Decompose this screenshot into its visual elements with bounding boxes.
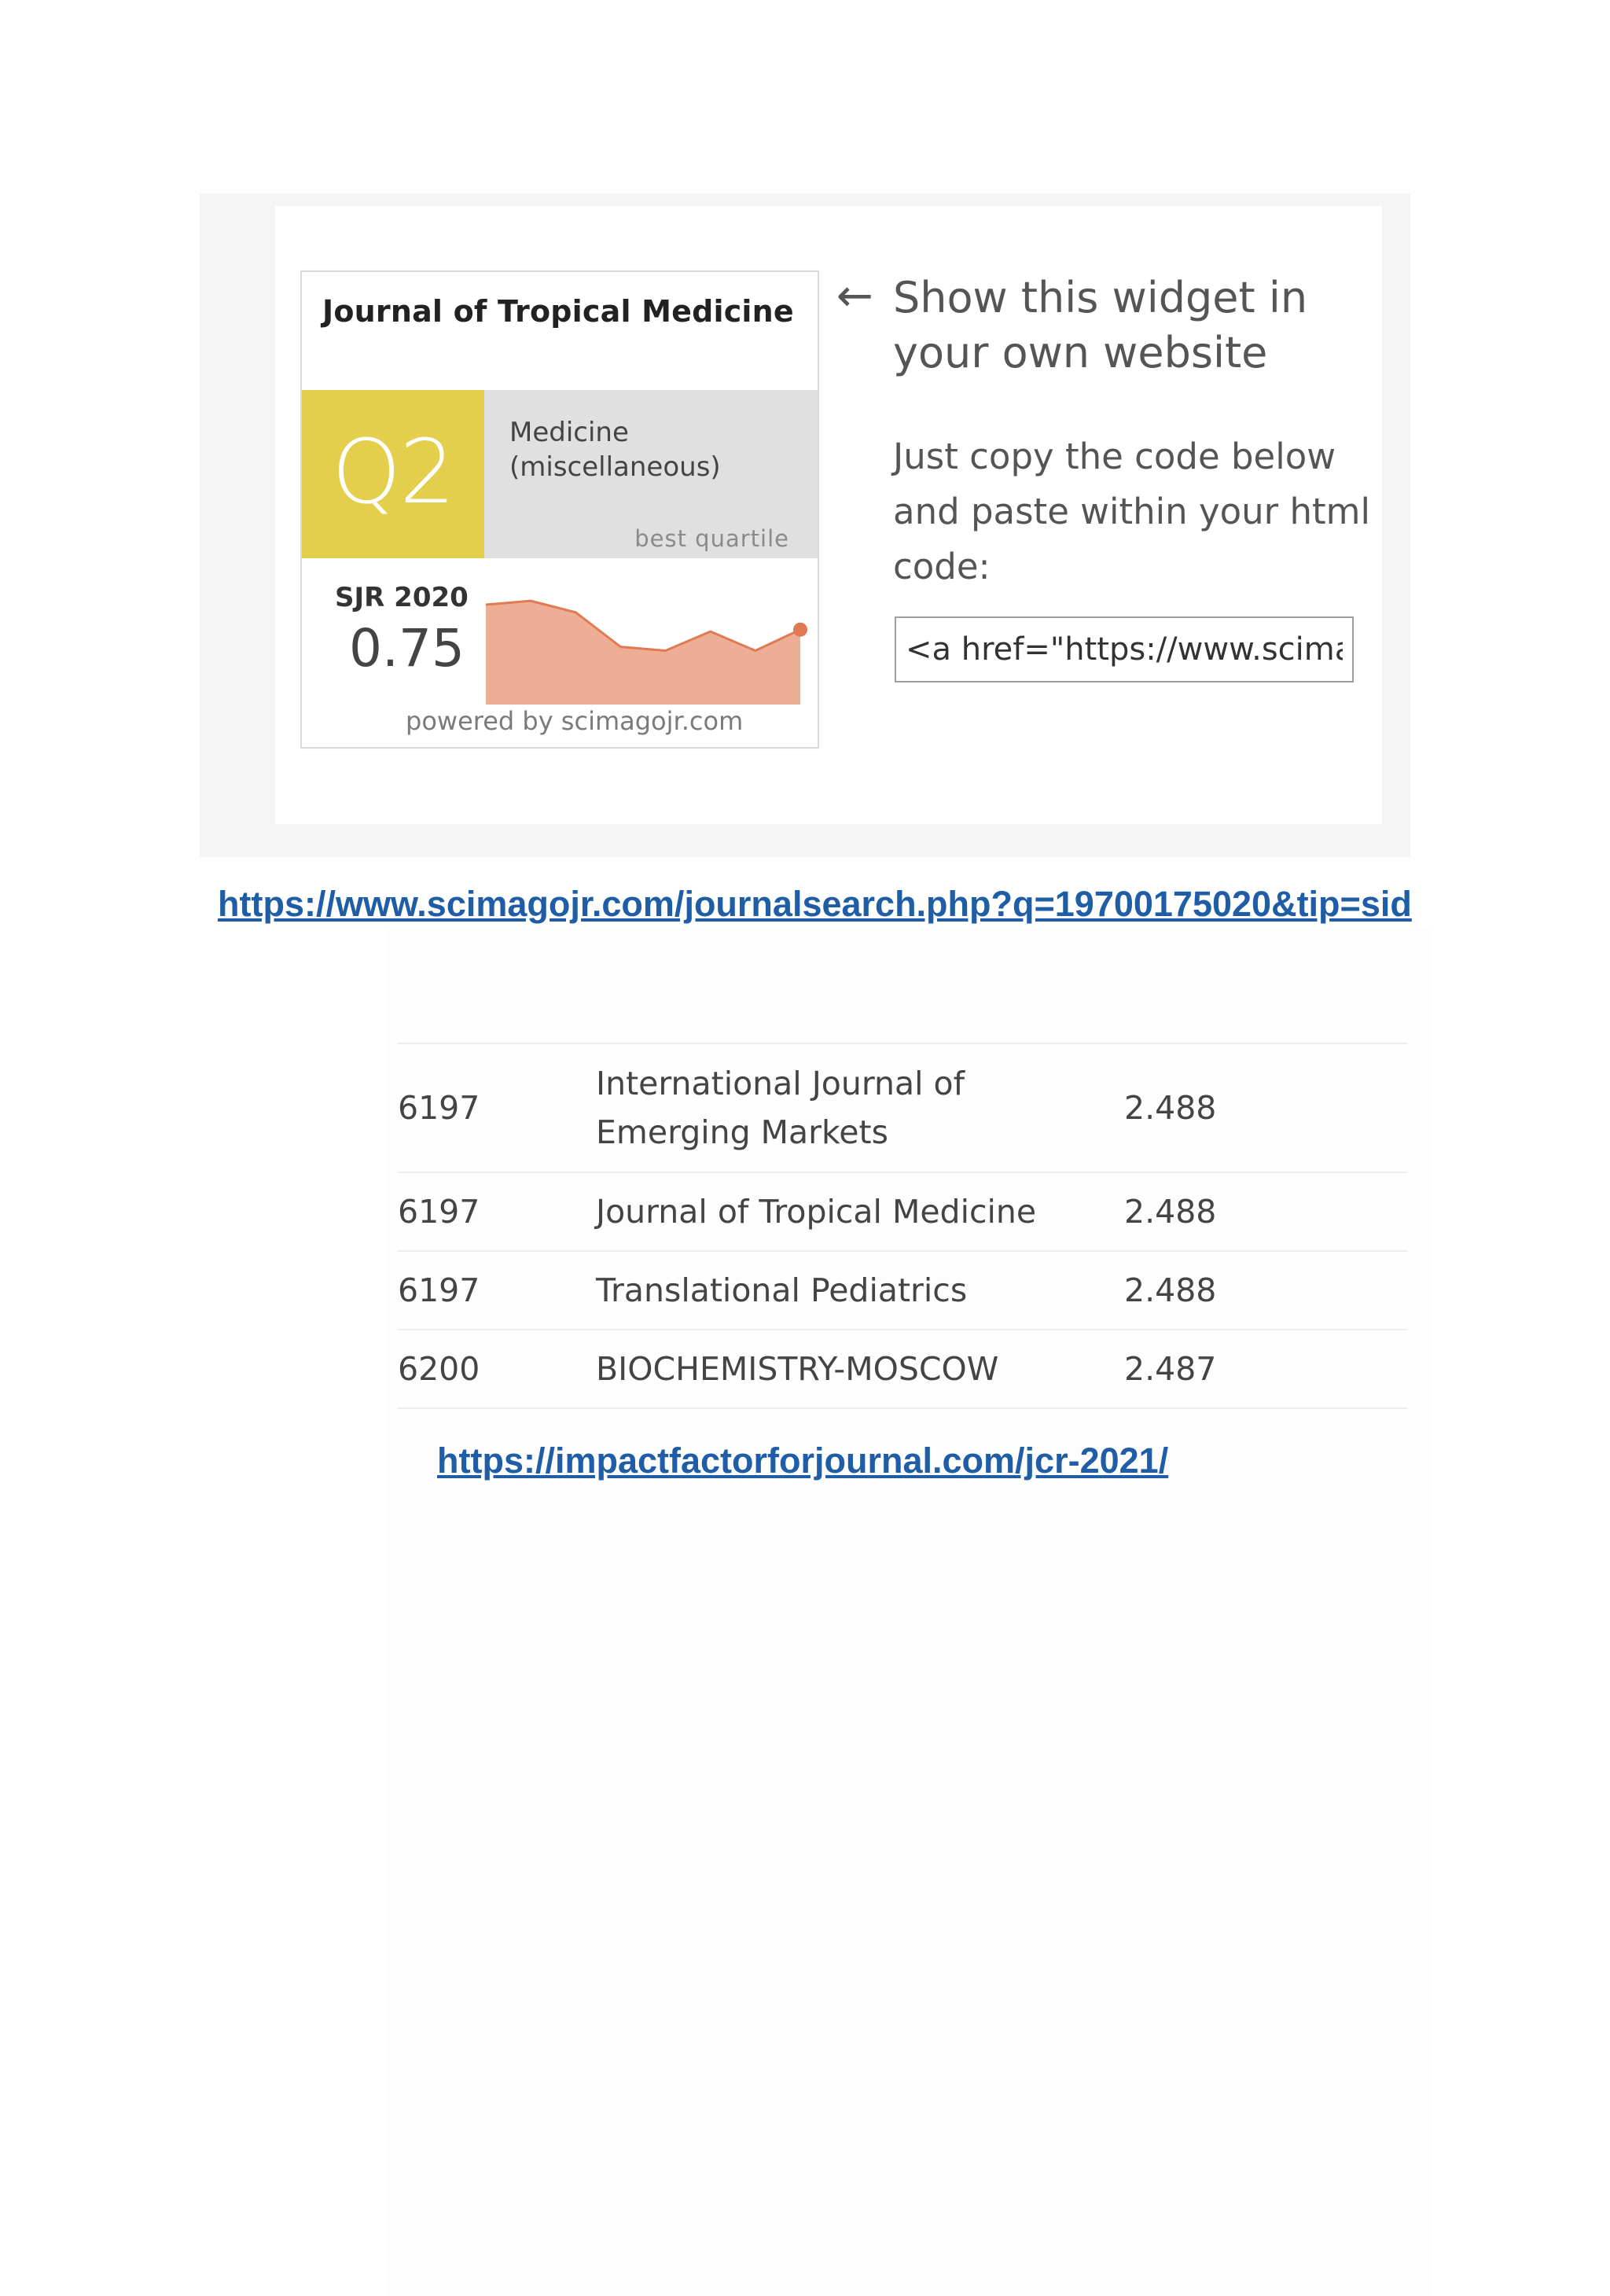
category-label: Medicine (miscellaneous): [509, 417, 721, 483]
rank-cell: 6197: [398, 1251, 596, 1330]
journal-name-cell: Journal of Tropical Medicine: [596, 1172, 1124, 1251]
sjr-value: 0.75: [349, 618, 465, 679]
impactfactor-link[interactable]: https://impactfactorforjournal.com/jcr-2021/: [437, 1441, 1169, 1481]
widget-screenshot: [200, 193, 1410, 857]
journal-name-cell: International Journal of Emerging Markets: [596, 1043, 1124, 1172]
category-box: [484, 390, 818, 558]
rank-cell: 6200: [398, 1330, 596, 1408]
widget-page: [275, 206, 1382, 824]
impact-factor-cell: 2.488: [1124, 1172, 1407, 1251]
quartile-box: [302, 390, 484, 558]
best-quartile-label: best quartile: [634, 525, 789, 552]
table-row: [398, 1043, 1407, 1172]
journal-name-cell: BIOCHEMISTRY-MOSCOW: [596, 1330, 1124, 1408]
scimago-link[interactable]: https://www.scimagojr.com/journalsearch.php?q=19700175020&tip=sid: [218, 884, 1412, 924]
arrow-left-icon: ←: [836, 270, 873, 322]
embed-heading: Show this widget in your own website: [893, 273, 1308, 377]
embed-instruction: Just copy the code below and paste within your html code:: [893, 436, 1370, 587]
rank-cell: 6197: [398, 1043, 596, 1172]
journal-name-cell: Translational Pediatrics: [596, 1251, 1124, 1330]
impact-factor-cell: 2.487: [1124, 1330, 1407, 1408]
table-row: [398, 1172, 1407, 1251]
sjr-year-label: SJR 2020: [335, 582, 469, 613]
sjr-trend-latest-point: [793, 623, 807, 637]
powered-by-label: powered by scimagojr.com: [406, 706, 744, 736]
impact-factor-cell: 2.488: [1124, 1251, 1407, 1330]
impact-factor-cell: 2.488: [1124, 1043, 1407, 1172]
table-row: [398, 1251, 1407, 1330]
sjr-widget[interactable]: [300, 270, 819, 749]
embed-code-input[interactable]: [895, 616, 1354, 683]
quartile-label: Q2: [332, 421, 454, 524]
impact-factor-table: [398, 1043, 1407, 1409]
sjr-trend-chart: [484, 574, 818, 705]
rank-cell: 6197: [398, 1172, 596, 1251]
widget-journal-title: Journal of Tropical Medicine: [322, 294, 794, 329]
sjr-trend-area: [486, 601, 800, 705]
table-row: [398, 1330, 1407, 1408]
